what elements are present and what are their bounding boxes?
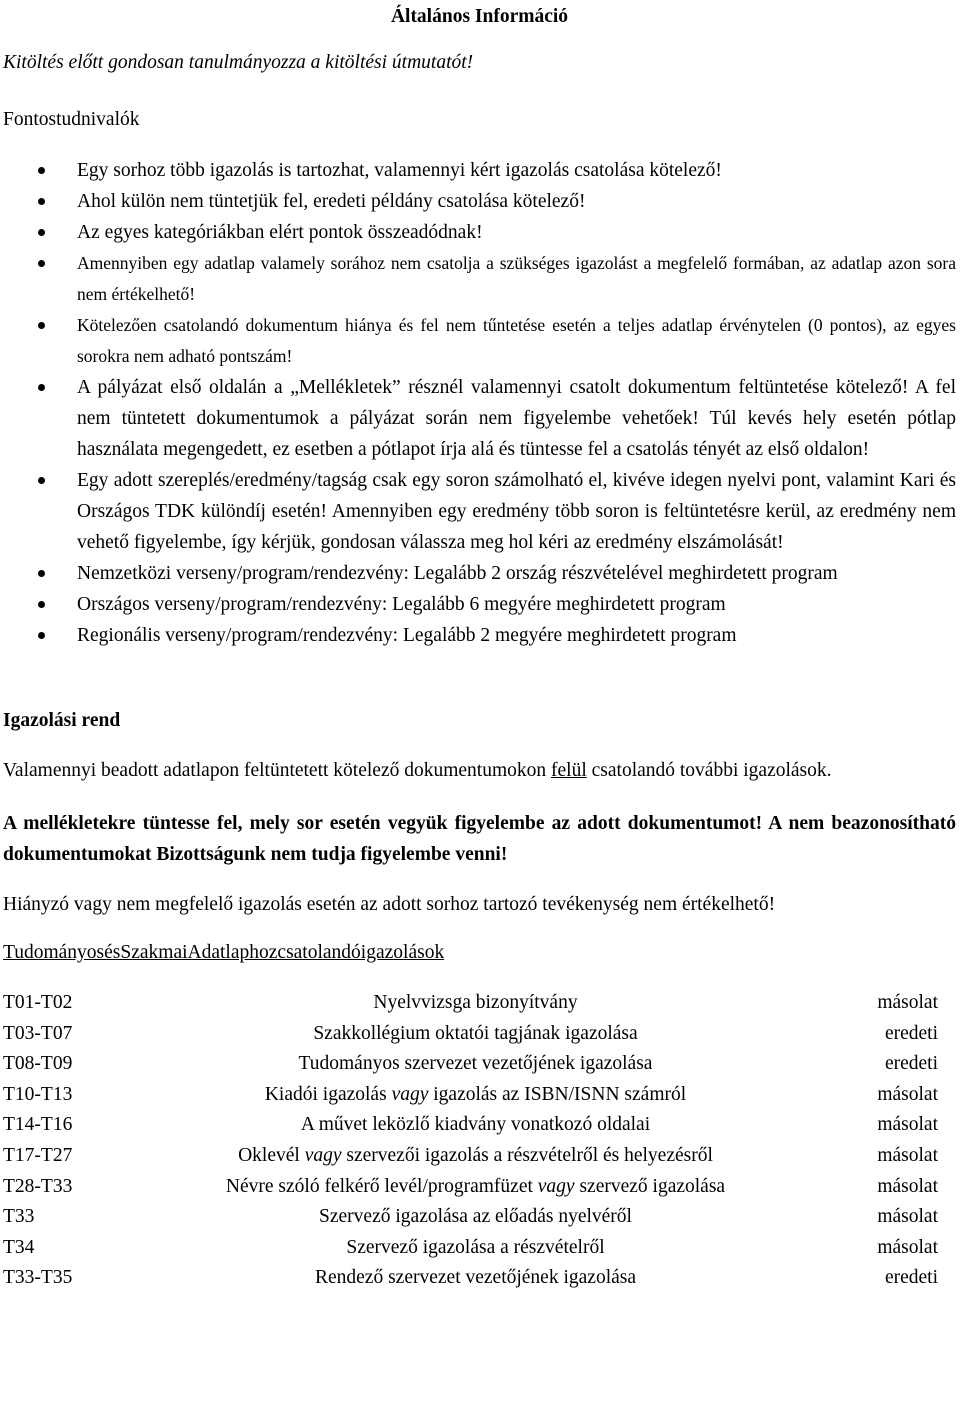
list-item: Egy sorhoz több igazolás is tartozhat, valamennyi kért igazolás csatolása kötelező! [3, 155, 956, 186]
bullet-icon [38, 632, 45, 639]
document-code: T01-T02 [3, 992, 73, 1013]
bullet-icon [38, 384, 45, 391]
list-item: Az egyes kategóriákban elért pontok összeadódnak! [3, 217, 956, 248]
list-item: A pályázat első oldalán a „Mellékletek” résznél valamennyi csatolt dokumentum feltüntetése kötelező! A fel nem tüntetett dokumentumok a pályázat során nem figyelembe vehetőek! Túl kevés hely esetén pótlap használata megengedett, ez esetben a pótlapot írja alá és tüntesse fel a csatolás tényét az első oldalon! [3, 372, 956, 465]
page-title: Általános Információ [390, 6, 569, 27]
bullet-icon [38, 229, 45, 236]
bullet-icon [38, 167, 45, 174]
document-code: T08-T09 [3, 1053, 73, 1075]
table-row [3, 988, 956, 1019]
bullet-icon [38, 322, 45, 329]
verification-paragraph: Valamennyi beadott adatlapon feltüntetett kötelező dokumentumokon felül csatolandó további igazolások. [3, 760, 832, 781]
document-code: T34 [3, 1236, 35, 1258]
document-code: T17-T27 [3, 1144, 73, 1166]
document-copy-type: eredeti [884, 1022, 938, 1044]
document-copy-type: másolat [877, 1144, 938, 1166]
document-code: T14-T16 [3, 1114, 73, 1136]
missing-document-note: Hiányzó vagy nem megfelelő igazolás esetén az adott sorhoz tartozó tevékenység nem értékelhető! [3, 894, 776, 915]
document-code: T33-T35 [3, 1267, 73, 1289]
section-title: Igazolási rend [3, 710, 121, 731]
table-row [3, 1233, 956, 1264]
subheading: Fontostudnivalók [3, 109, 140, 130]
table-row [3, 1172, 956, 1203]
table-row [3, 1019, 956, 1050]
bullet-icon [38, 601, 45, 608]
bullet-icon [38, 198, 45, 205]
table-row [3, 1263, 956, 1294]
document-copy-type: eredeti [884, 1267, 938, 1289]
list-item: Amennyiben egy adatlap valamely sorához nem csatolja a szükséges igazolást a megfelelő formában, az adatlap azon sora nem értékelhető! [3, 248, 956, 310]
document-code: T03-T07 [3, 1022, 73, 1044]
table-row [3, 1141, 956, 1172]
intro-text: Kitöltés előtt gondosan tanulmányozza a kitöltési útmutatót! [3, 52, 474, 73]
table-row [3, 1202, 956, 1233]
document-description: A művet leközlő kiadvány vonatkozó oldalai [300, 1114, 651, 1136]
document-code: T10-T13 [3, 1083, 73, 1105]
document-copy-type: másolat [877, 992, 938, 1013]
document-code: T28-T33 [3, 1175, 73, 1197]
document-copy-type: másolat [877, 1083, 938, 1105]
document-copy-type: másolat [877, 1175, 938, 1197]
notes-list [3, 155, 956, 651]
table-row [3, 1110, 956, 1141]
list-item: Nemzetközi verseny/program/rendezvény: Legalább 2 ország részvételével meghirdetett program [3, 558, 956, 589]
attachment-instruction: A mellékletekre tüntesse fel, mely sor esetén vegyük figyelembe az adott dokumentumot! A nem beazonosítható dokumentumokat Bizottságunk nem tudja figyelembe venni! [3, 813, 956, 865]
document-description: Szervező igazolása az előadás nyelvéről [319, 1206, 632, 1228]
list-item: Kötelezően csatolandó dokumentum hiánya és fel nem tűntetése esetén a teljes adatlap érvénytelen (0 pontos), az egyes sorokra nem adható pontszám! [3, 310, 956, 372]
document-copy-type: másolat [877, 1236, 938, 1258]
document-copy-type: másolat [877, 1206, 938, 1228]
document-description: Rendező szervezet vezetőjének igazolása [314, 1267, 637, 1289]
table-row [3, 1080, 956, 1111]
document-description: Tudományos szervezet vezetőjének igazolása [298, 1053, 653, 1075]
document-description: Szakkollégium oktatói tagjának igazolása [313, 1022, 638, 1044]
bullet-icon [38, 477, 45, 484]
documents-list-title: TudományosésSzakmaiAdatlaphozcsatolandóigazolások [3, 942, 445, 963]
document-description: Nyelvvizsga bizonyítvány [373, 992, 578, 1013]
list-item: Egy adott szereplés/eredmény/tagság csak egy soron számolható el, kivéve idegen nyelvi pont, valamint Kari és Országos TDK különdíj esetén! Amennyiben egy eredmény több soron is feltüntetésre kerül, az eredmény nem vehető figyelembe, így kérjük, gondosan válassza meg hol kéri az eredmény elszámolását! [3, 465, 956, 558]
document-description: Kiadói igazolás vagy igazolás az ISBN/ISNN számról [264, 1083, 687, 1105]
bullet-icon [38, 570, 45, 577]
document-copy-type: eredeti [884, 1053, 938, 1075]
document-description: Névre szóló felkérő levél/programfüzet vagy szervező igazolása [225, 1175, 726, 1197]
documents-table [3, 988, 956, 1294]
document-copy-type: másolat [877, 1114, 938, 1136]
document-description: Szervező igazolása a részvételről [346, 1236, 605, 1258]
document-code: T33 [3, 1206, 35, 1228]
document-description: Oklevél vagy szervezői igazolás a részvételről és helyezésről [238, 1144, 713, 1166]
table-row [3, 1049, 956, 1080]
list-item: Ahol külön nem tüntetjük fel, eredeti példány csatolása kötelező! [3, 186, 956, 217]
list-item: Regionális verseny/program/rendezvény: Legalább 2 megyére meghirdetett program [3, 620, 956, 651]
list-item: Országos verseny/program/rendezvény: Legalább 6 megyére meghirdetett program [3, 589, 956, 620]
bullet-icon [38, 260, 45, 267]
